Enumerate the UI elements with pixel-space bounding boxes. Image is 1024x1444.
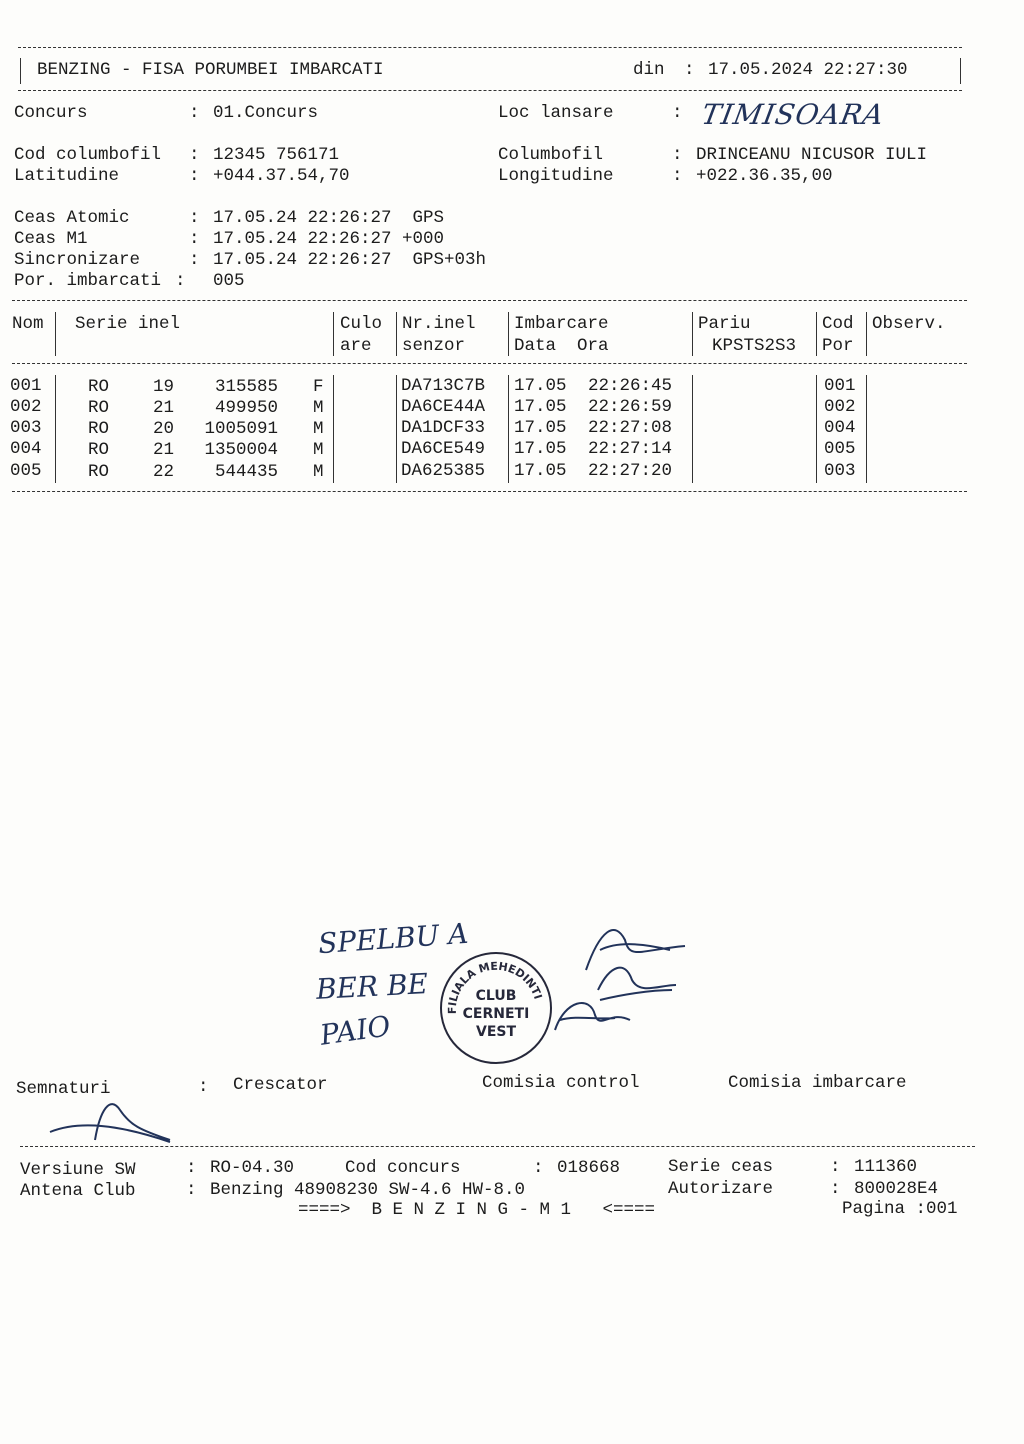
th-imbarcare-2: Data Ora (514, 336, 609, 356)
por-imbarcati-colon: : (175, 271, 186, 291)
cell-sensor: DA625385 (401, 461, 486, 481)
cod-concurs-colon: : (533, 1158, 544, 1178)
antena-club-value: Benzing 48908230 SW-4.6 HW-8.0 (210, 1180, 526, 1200)
cell-time: 22:27:08 (588, 418, 673, 438)
cell-year: 21 (153, 398, 175, 418)
cod-columbofil-value: 12345 756171 (213, 145, 340, 165)
cell-nom: 001 (10, 376, 42, 396)
handwritten-name-1: SPELBU A (317, 916, 470, 961)
longitudine-colon: : (672, 166, 683, 186)
columbofil-value: DRINCEANU NICUSOR IULI (696, 145, 928, 165)
th-nr-inel-2: senzor (402, 336, 466, 356)
cell-country: RO (88, 462, 110, 482)
header-date-colon: : (684, 60, 695, 80)
col-sep (816, 375, 817, 483)
cell-date: 17.05 (514, 461, 567, 481)
crescator-label: Crescator (233, 1075, 328, 1095)
loc-lansare-label: Loc lansare (498, 103, 614, 123)
cell-time: 22:26:45 (588, 376, 673, 396)
por-imbarcati-label: Por. imbarcati (14, 271, 162, 291)
cell-cod: 001 (824, 376, 856, 396)
cell-sensor: DA713C7B (401, 376, 486, 396)
cell-date: 17.05 (514, 397, 567, 417)
latitudine-label: Latitudine (14, 166, 120, 186)
cell-time: 22:26:59 (588, 397, 673, 417)
columbofil-colon: : (672, 145, 683, 165)
cell-sensor: DA6CE549 (401, 439, 486, 459)
ceas-atomic-colon: : (189, 208, 200, 228)
club-stamp (440, 952, 552, 1064)
table-header-rule (12, 363, 967, 364)
th-cod-1: Cod (822, 314, 854, 334)
col-sep (692, 312, 693, 356)
col-sep (333, 375, 334, 483)
th-serie-inel: Serie inel (75, 314, 181, 334)
cell-cod: 005 (824, 439, 856, 459)
cod-columbofil-label: Cod columbofil (14, 145, 162, 165)
table-top-rule (12, 300, 967, 301)
stamp-top-text: FILIALA MEHEDINTI (445, 959, 545, 1015)
th-observ: Observ. (872, 314, 946, 334)
columbofil-label: Columbofil (498, 145, 604, 165)
cell-ring: 1005091 (204, 419, 278, 439)
stamp-line-3: VEST (475, 1024, 517, 1040)
col-sep (866, 375, 867, 483)
sincronizare-value: 17.05.24 22:26:27 GPS+03h (213, 250, 487, 270)
semnaturi-label: Semnaturi (16, 1079, 111, 1099)
th-culoare-2: are (340, 336, 372, 356)
cell-ring: 499950 (214, 398, 278, 418)
sincronizare-colon: : (189, 250, 200, 270)
cell-ring: 1350004 (204, 440, 278, 460)
cell-year: 20 (153, 419, 175, 439)
cell-time: 22:27:20 (588, 461, 673, 481)
sincronizare-label: Sincronizare (14, 250, 141, 270)
table-bottom-rule (12, 491, 967, 492)
ceas-m1-value: 17.05.24 22:26:27 +000 (213, 229, 445, 249)
cell-year: 22 (153, 462, 175, 482)
col-sep (396, 312, 397, 356)
autorizare-colon: : (830, 1179, 841, 1199)
col-sep (55, 312, 56, 356)
page-number: Pagina :001 (842, 1199, 958, 1219)
cell-sensor: DA6CE44A (401, 397, 486, 417)
cell-ring: 544435 (214, 462, 278, 482)
ceas-atomic-value: 17.05.24 22:26:27 GPS (213, 208, 445, 228)
ceas-m1-colon: : (189, 229, 200, 249)
th-pariu-1: Pariu (698, 314, 751, 334)
cell-sex: M (313, 462, 324, 482)
cell-date: 17.05 (514, 376, 567, 396)
th-nom: Nom (12, 314, 44, 334)
th-culoare-1: Culo (340, 314, 383, 334)
col-sep (508, 312, 509, 356)
cell-nom: 004 (10, 439, 42, 459)
cell-sex: F (313, 377, 324, 397)
cell-year: 19 (153, 377, 175, 397)
versiune-sw-value: RO-04.30 (210, 1158, 295, 1178)
th-nr-inel-1: Nr.inel (402, 314, 476, 334)
stamp-line-2: CERNETI (462, 1006, 530, 1022)
longitudine-value: +022.36.35,00 (696, 166, 833, 186)
handwritten-name-3: PAIO (318, 1009, 393, 1052)
antena-club-label: Antena Club (20, 1181, 136, 1201)
th-imbarcare-1: Imbarcare (514, 314, 609, 334)
cod-concurs-value: 018668 (557, 1158, 621, 1178)
cell-year: 21 (153, 440, 175, 460)
cell-cod: 002 (824, 397, 856, 417)
latitudine-value: +044.37.54,70 (213, 166, 350, 186)
semnaturi-colon: : (198, 1077, 209, 1097)
cell-sensor: DA1DCF33 (401, 418, 486, 438)
th-pariu-2: KPSTS2S3 (712, 336, 797, 356)
footer-rule (20, 1146, 975, 1147)
serie-ceas-label: Serie ceas (668, 1157, 774, 1177)
concurs-value: 01.Concurs (213, 103, 319, 123)
cell-sex: M (313, 398, 324, 418)
cod-columbofil-colon: : (189, 145, 200, 165)
longitudine-label: Longitudine (498, 166, 614, 186)
th-cod-2: Por (822, 336, 854, 356)
col-sep (333, 312, 334, 356)
loc-lansare-handwritten: TIMISOARA (699, 98, 888, 131)
benzing-banner: ====> B E N Z I N G - M 1 <==== (298, 1200, 656, 1220)
cell-date: 17.05 (514, 439, 567, 459)
cell-country: RO (88, 398, 110, 418)
col-sep (866, 312, 867, 356)
comisia-imbarcare-label: Comisia imbarcare (728, 1073, 907, 1093)
cell-country: RO (88, 440, 110, 460)
stamp-line-1: CLUB (475, 988, 517, 1004)
cell-sex: M (313, 440, 324, 460)
autorizare-value: 800028E4 (854, 1179, 939, 1199)
cell-time: 22:27:14 (588, 439, 673, 459)
versiune-sw-colon: : (186, 1158, 197, 1178)
header-bottom-rule (18, 90, 962, 91)
concurs-colon: : (189, 103, 200, 123)
comisia-control-label: Comisia control (482, 1073, 640, 1093)
cell-nom: 003 (10, 418, 42, 438)
serie-ceas-value: 111360 (854, 1157, 918, 1177)
por-imbarcati-value: 005 (213, 271, 245, 291)
autorizare-label: Autorizare (668, 1179, 774, 1199)
cell-date: 17.05 (514, 418, 567, 438)
cell-cod: 003 (824, 461, 856, 481)
cell-sex: M (313, 419, 324, 439)
cell-country: RO (88, 377, 110, 397)
ceas-atomic-label: Ceas Atomic (14, 208, 130, 228)
handwritten-name-2: BER BE (315, 967, 429, 1006)
cell-ring: 315585 (214, 377, 278, 397)
loc-lansare-colon: : (672, 103, 683, 123)
col-sep (55, 375, 56, 483)
cell-nom: 002 (10, 397, 42, 417)
col-sep (692, 375, 693, 483)
header-left-edge (20, 58, 21, 84)
cell-cod: 004 (824, 418, 856, 438)
versiune-sw-label: Versiune SW (20, 1160, 136, 1180)
col-sep (396, 375, 397, 483)
header-date-value: 17.05.2024 22:27:30 (708, 60, 908, 80)
concurs-label: Concurs (14, 103, 88, 123)
ceas-m1-label: Ceas M1 (14, 229, 88, 249)
cod-concurs-label: Cod concurs (345, 1158, 461, 1178)
cell-nom: 005 (10, 461, 42, 481)
document-title: BENZING - FISA PORUMBEI IMBARCATI (37, 60, 384, 80)
header-date-label: din (633, 60, 665, 80)
header-top-rule (18, 47, 962, 48)
cell-country: RO (88, 419, 110, 439)
col-sep (508, 375, 509, 483)
col-sep (816, 312, 817, 356)
header-right-edge (960, 58, 961, 84)
latitudine-colon: : (189, 166, 200, 186)
antena-club-colon: : (186, 1180, 197, 1200)
serie-ceas-colon: : (830, 1157, 841, 1177)
